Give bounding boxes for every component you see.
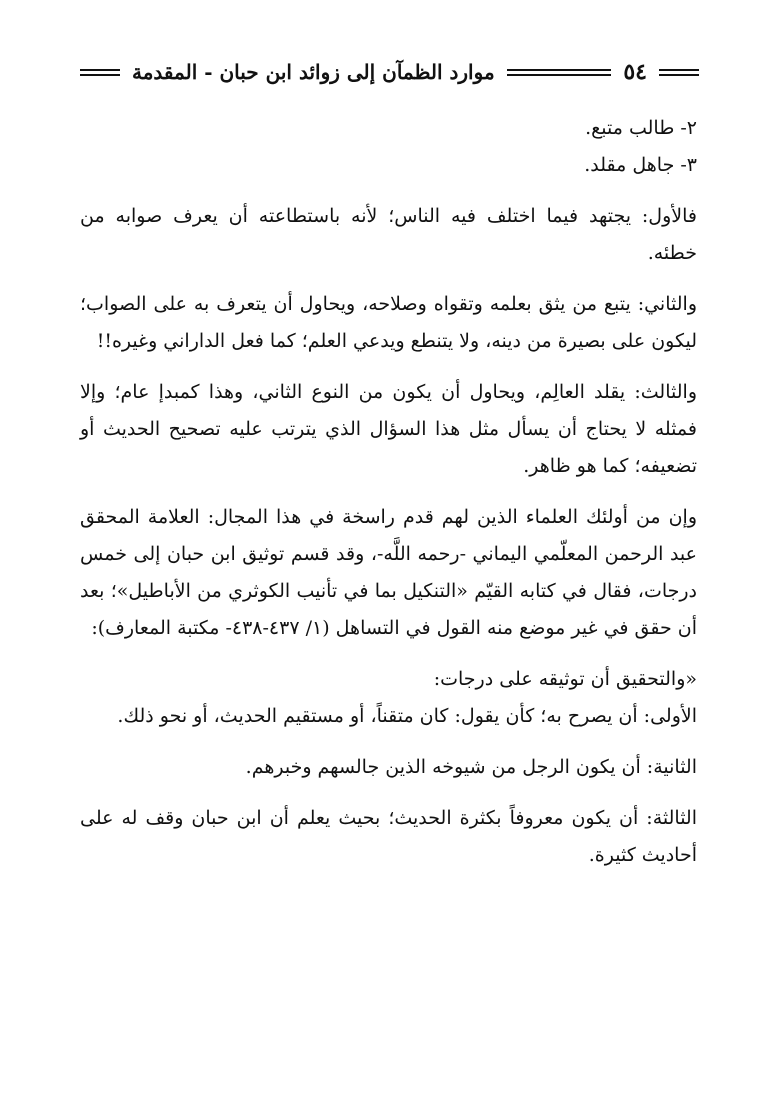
body-text bbox=[80, 110, 697, 874]
page-number: ٥٤ bbox=[623, 59, 647, 85]
header-rule-middle bbox=[507, 69, 612, 76]
list-item-2: ٢- طالب متبع. bbox=[585, 117, 697, 139]
degree-second: الثانية: أن يكون الرجل من شيوخه الذين جالسهم وخبرهم. bbox=[245, 756, 697, 778]
paragraph-third-type: والثالث: يقلد العالِم، ويحاول أن يكون من النوع الثاني، وهذا كمبدإ عام؛ وإلا فمثله لا يحتاج أن يسأل مثل هذا السؤال الذي يترتب عليه تصحيح الحديث أو تضعيفه؛ كما هو ظاهر. bbox=[80, 381, 697, 477]
paragraph-first-type: فالأول: يجتهد فيما اختلف فيه الناس؛ لأنه باستطاعته أن يعرف صوابه من خطئه. bbox=[80, 205, 697, 264]
paragraph-muallimi: وإن من أولئك العلماء الذين لهم قدم راسخة في هذا المجال: العلامة المحقق عبد الرحمن المعلّمي اليماني -رحمه اللَّه-، وقد قسم توثيق ابن حبان إلى خمس درجات، فقال في كتابه القيّم «التنكيل بما في تأنيب الكوثري من الأباطيل»؛ بعد أن حقق في غير موضع منه القول في التساهل (١/ ٤٣٧-٤٣٨- مكتبة المعارف): bbox=[80, 506, 697, 639]
quote-intro: «والتحقيق أن توثيقه على درجات: bbox=[433, 668, 697, 690]
header-rule-right bbox=[659, 69, 699, 76]
degree-third: الثالثة: أن يكون معروفاً بكثرة الحديث؛ بحيث يعلم أن ابن حبان وقف له على أحاديث كثيرة. bbox=[80, 807, 697, 866]
running-title: موارد الظمآن إلى زوائد ابن حبان - المقدمة bbox=[132, 60, 495, 84]
header-rule-left bbox=[80, 69, 120, 76]
paragraph-second-type: والثاني: يتبع من يثق بعلمه وتقواه وصلاحه، ويحاول أن يتعرف به على الصواب؛ ليكون على بصيرة من دينه، ولا يتنطع ويدعي العلم؛ كما فعل الداراني وغيره!! bbox=[80, 293, 697, 352]
list-item-3: ٣- جاهل مقلد. bbox=[584, 154, 697, 176]
page-header bbox=[80, 52, 699, 92]
degree-first: الأولى: أن يصرح به؛ كأن يقول: كان متقناً، أو مستقيم الحديث، أو نحو ذلك. bbox=[117, 705, 697, 727]
